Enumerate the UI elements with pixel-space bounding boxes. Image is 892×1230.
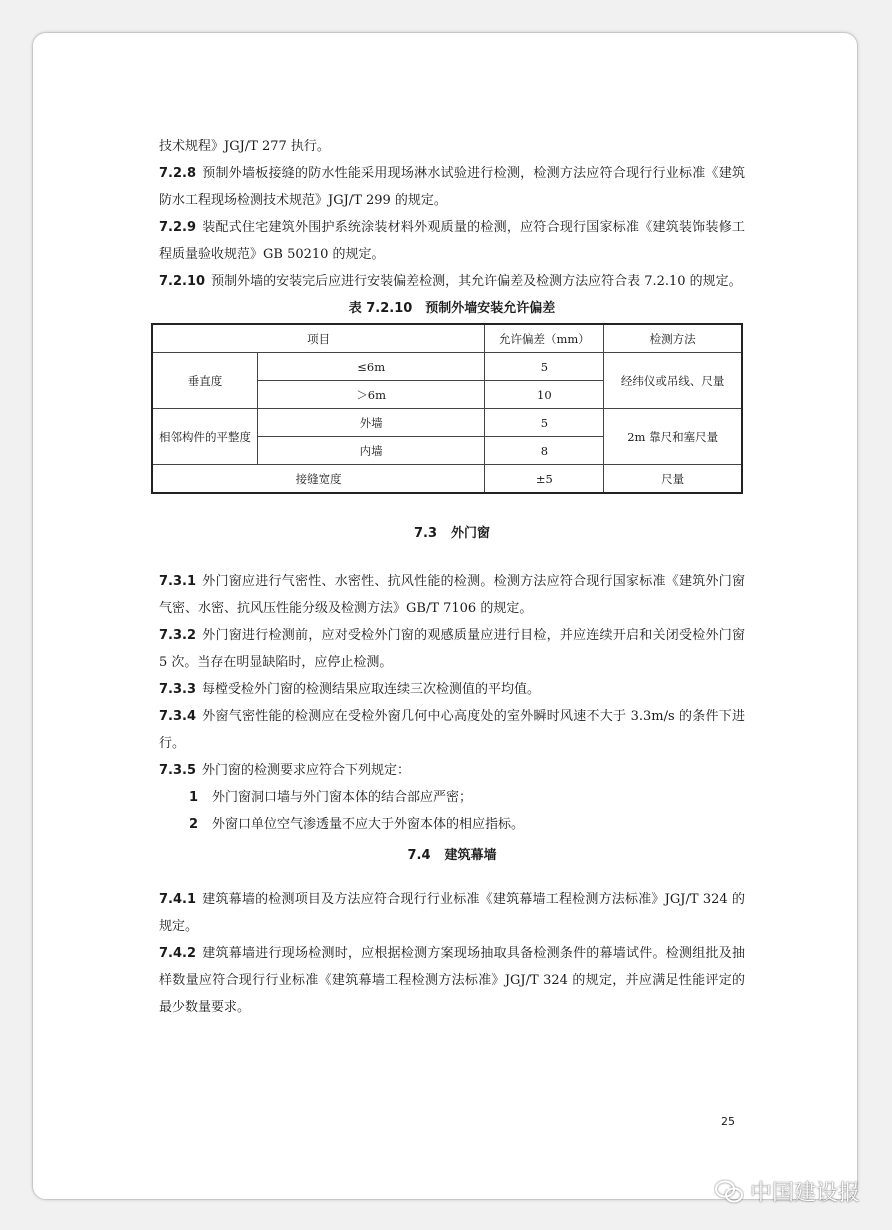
clause-7-3-4 — [159, 703, 745, 757]
paragraph-continued: 技术规程》JGJ/T 277 执行。 — [159, 139, 330, 154]
section-heading: 外门窗 — [451, 526, 491, 541]
clause-number: 7.3.1 — [159, 574, 197, 589]
tolerance-value: 8 — [485, 437, 604, 465]
list-text: 外窗口单位空气渗透量不应大于外窗本体的相应指标。 — [212, 817, 525, 832]
clause-7-3-3 — [159, 676, 745, 703]
wechat-icon — [714, 1179, 744, 1205]
table-row — [152, 465, 742, 494]
clause-text: 每樘受检外门窗的检测结果应取连续三次检测值的平均值。 — [202, 682, 541, 697]
clause-7-4-1 — [159, 886, 745, 940]
section-number: 7.3 — [413, 526, 437, 541]
section-title-7-4 — [159, 844, 745, 868]
clause-7-2-8 — [159, 160, 745, 214]
list-text: 外门窗洞口墙与外门窗本体的结合部应严密； — [212, 790, 473, 805]
group-verticality: 垂直度 — [152, 353, 258, 409]
clause-number: 7.2.10 — [159, 274, 206, 289]
tolerance-value: 10 — [485, 381, 604, 409]
clause-7-2-9 — [159, 214, 745, 268]
clause-text: 外窗气密性能的检测应在受检外窗几何中心高度处的室外瞬时风速不大于 3.3m/s 的条件下进行。 — [159, 709, 745, 751]
tolerance-value: ±5 — [485, 465, 604, 494]
clause-number: 7.2.8 — [159, 166, 197, 181]
list-item — [159, 811, 745, 838]
section-number: 7.4 — [407, 848, 431, 863]
clause-text: 预制外墙的安装完后应进行安装偏差检测，其允许偏差及检测方法应符合表 7.2.10 的规定。 — [211, 274, 742, 289]
list-number: 1 — [189, 790, 199, 805]
method-value: 2m 靠尺和塞尺量 — [604, 409, 742, 465]
clause-number: 7.2.9 — [159, 220, 197, 235]
method-value: 经纬仪或吊线、尺量 — [604, 353, 742, 409]
clause-7-3-1 — [159, 568, 745, 622]
sub-item: ≤6m — [258, 353, 485, 381]
clause-7-4-2 — [159, 940, 745, 1021]
method-value: 尺量 — [604, 465, 742, 494]
clause-7-3-2 — [159, 622, 745, 676]
watermark — [714, 1176, 860, 1207]
clause-number: 7.3.5 — [159, 763, 197, 778]
group-flatness: 相邻构件的平整度 — [152, 409, 258, 465]
header-tolerance: 允许偏差（mm） — [485, 324, 604, 353]
clause-7-3-5 — [159, 757, 745, 784]
sub-item: 内墙 — [258, 437, 485, 465]
item-joint-width: 接缝宽度 — [152, 465, 485, 494]
clause-text: 装配式住宅建筑外围护系统涂装材料外观质量的检测，应符合现行国家标准《建筑装饰装修工程质量验收规范》GB 50210 的规定。 — [159, 220, 745, 262]
header-method: 检测方法 — [604, 324, 742, 353]
clause-number: 7.4.1 — [159, 892, 197, 907]
document-page — [32, 32, 858, 1200]
section-heading: 建筑幕墙 — [444, 848, 497, 863]
page-number: 25 — [721, 1115, 735, 1128]
sub-item: 外墙 — [258, 409, 485, 437]
page-content — [159, 133, 745, 1021]
clause-number: 7.3.3 — [159, 682, 197, 697]
clause-text: 建筑幕墙进行现场检测时，应根据检测方案现场抽取具备检测条件的幕墙试件。检测组批及抽样数量应符合现行行业标准《建筑幕墙工程检测方法标准》JGJ/T 324 的规定，并应满足性能评定的最少数量要求。 — [159, 946, 745, 1015]
tolerance-value: 5 — [485, 353, 604, 381]
clause-text: 外门窗的检测要求应符合下列规定： — [202, 763, 411, 778]
section-title-7-3 — [159, 522, 745, 546]
clause-number: 7.3.2 — [159, 628, 197, 643]
table-row — [152, 409, 742, 437]
tolerance-table — [151, 323, 743, 494]
sub-item: ＞6m — [258, 381, 485, 409]
table-header-row — [152, 324, 742, 353]
watermark-text: 中国建设报 — [749, 1181, 860, 1206]
list-item — [159, 784, 745, 811]
clause-text: 外门窗进行检测前，应对受检外门窗的观感质量应进行目检，并应连续开启和关闭受检外门窗 5 次。当存在明显缺陷时，应停止检测。 — [159, 628, 745, 670]
clause-7-2-10 — [159, 268, 745, 295]
table-row — [152, 353, 742, 381]
clause-number: 7.3.4 — [159, 709, 197, 724]
clause-text: 外门窗应进行气密性、水密性、抗风性能的检测。检测方法应符合现行国家标准《建筑外门窗气密、水密、抗风压性能分级及检测方法》GB/T 7106 的规定。 — [159, 574, 745, 616]
clause-number: 7.4.2 — [159, 946, 197, 961]
clause-text: 预制外墙板接缝的防水性能采用现场淋水试验进行检测，检测方法应符合现行行业标准《建筑防水工程现场检测技术规范》JGJ/T 299 的规定。 — [159, 166, 745, 208]
table-caption: 表 7.2.10 预制外墙安装允许偏差 — [348, 301, 556, 316]
header-item: 项目 — [152, 324, 485, 353]
list-number: 2 — [189, 817, 199, 832]
clause-text: 建筑幕墙的检测项目及方法应符合现行行业标准《建筑幕墙工程检测方法标准》JGJ/T 324 的规定。 — [159, 892, 745, 934]
tolerance-value: 5 — [485, 409, 604, 437]
